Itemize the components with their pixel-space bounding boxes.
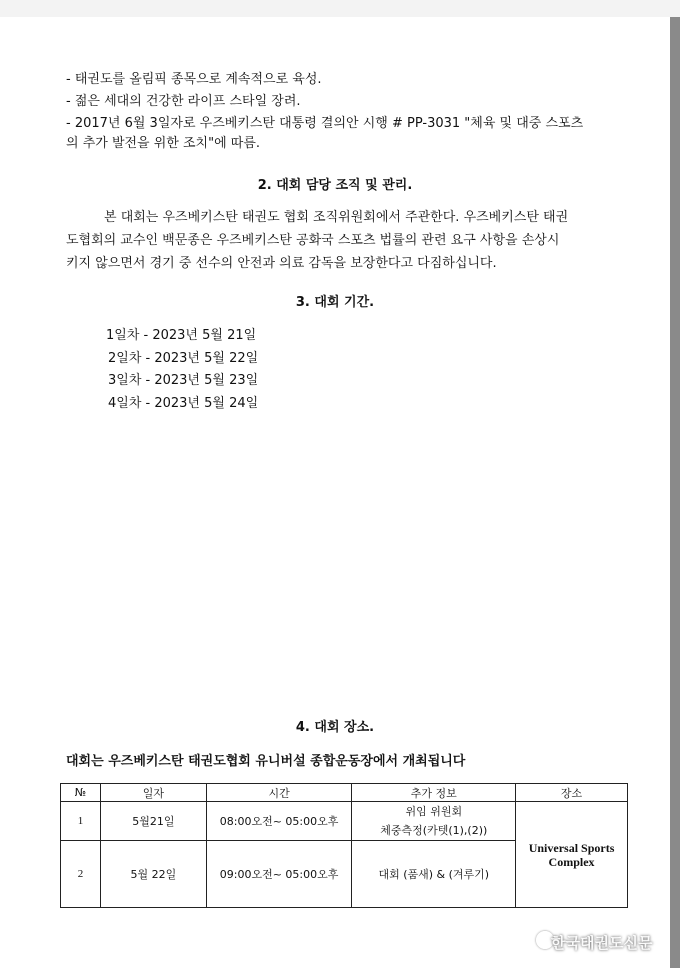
section-2-line-1: 본 대회는 우즈베키스탄 태권도 협회 조직위원회에서 주관한다. 우즈베키스탄 태권	[104, 210, 569, 225]
newspaper-watermark	[536, 928, 676, 958]
row-1-no: 1	[61, 802, 101, 841]
bullet-healthy-lifestyle: - 젊은 세대의 건강한 라이프 스타일 장려.	[66, 94, 301, 109]
day-3: 3일차 - 2023년 5월 23일	[108, 373, 259, 388]
header-no: №	[61, 784, 101, 802]
viewer-gutter	[670, 17, 680, 968]
venue-line-1: Universal Sports	[528, 840, 615, 855]
viewer-toolbar	[0, 0, 680, 18]
header-time: 시간	[206, 784, 352, 802]
bullet-resolution-cont: 의 추가 발전을 위한 조치"에 따름.	[66, 136, 261, 151]
venue-line-2: Complex	[548, 854, 595, 869]
row-2-time: 09:00오전~ 05:00오후	[206, 841, 352, 908]
row-1-info-line-1: 위임 위원회	[405, 805, 463, 818]
header-date: 일자	[100, 784, 206, 802]
row-2-no: 2	[61, 841, 101, 908]
section-4-heading: 4. 대회 장소.	[295, 720, 375, 735]
row-1-date: 5월21일	[100, 802, 206, 841]
day-2: 2일차 - 2023년 5월 22일	[108, 351, 259, 366]
header-info: 추가 정보	[352, 784, 516, 802]
row-1-time: 08:00오전~ 05:00오후	[206, 802, 352, 841]
table-header-row	[61, 784, 628, 802]
section-2-heading: 2. 대회 담당 조직 및 관리.	[257, 178, 413, 193]
row-1-info	[352, 802, 516, 841]
row-2-info: 대회 (품새) & (겨루기)	[352, 841, 516, 908]
section-4-intro: 대회는 우즈베키스탄 태권도협회 유니버설 종합운동장에서 개최됩니다	[66, 754, 466, 769]
row-1-info-line-2: 체중측정(카텟(1),(2))	[380, 824, 488, 837]
section-2-line-2: 도협회의 교수인 백문종은 우즈베키스탄 공화국 스포츠 법률의 관련 요구 사항을 손상시	[66, 233, 560, 248]
day-4: 4일차 - 2023년 5월 24일	[108, 396, 259, 411]
venue-table	[60, 783, 628, 908]
day-1: 1일차 - 2023년 5월 21일	[106, 328, 257, 343]
section-3-heading: 3. 대회 기간.	[295, 295, 375, 310]
bullet-olympic: - 태권도를 올림픽 종목으로 계속적으로 육성.	[66, 72, 322, 87]
bullet-resolution: - 2017년 6월 3일자로 우즈베키스탄 대통령 결의안 시행 # PP-3031 "체육 및 대중 스포츠	[66, 116, 584, 131]
watermark-text: 한국태권도신문	[551, 934, 653, 952]
row-2-date: 5월 22일	[100, 841, 206, 908]
header-place: 장소	[516, 784, 628, 802]
venue-cell	[516, 802, 628, 908]
table-row	[61, 802, 628, 841]
section-2-line-3: 키지 않으면서 경기 중 선수의 안전과 의료 감독을 보장한다고 다짐하십니다.	[66, 256, 497, 271]
